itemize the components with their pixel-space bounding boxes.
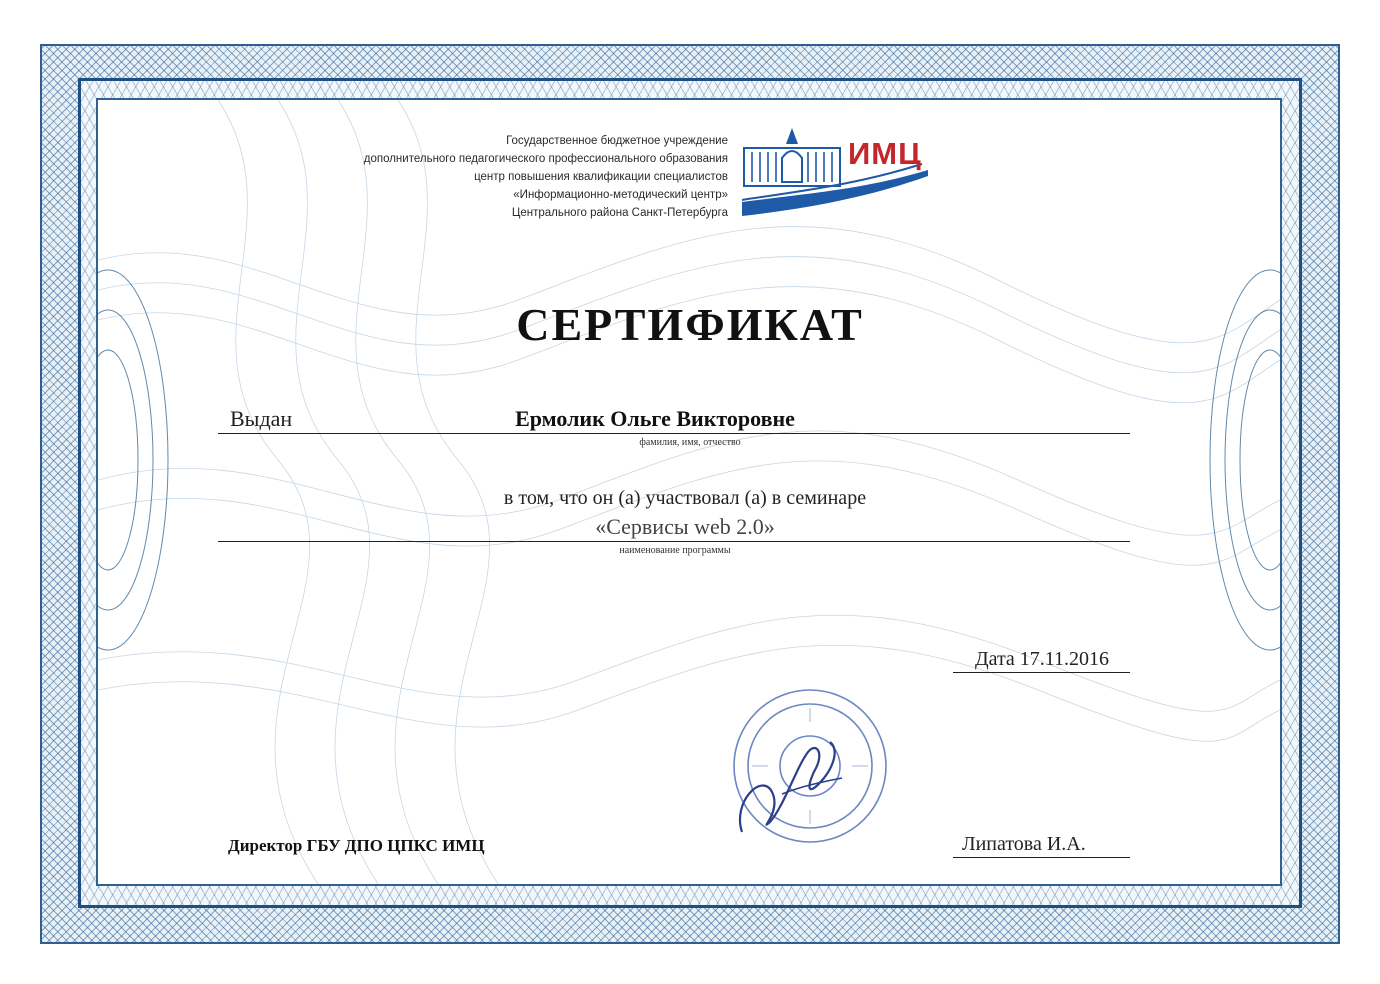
imc-logo-text: ИМЦ bbox=[848, 136, 922, 171]
institution-line: Государственное бюджетное учреждение bbox=[506, 135, 728, 147]
institution-line: «Информационно-методический центр» bbox=[513, 189, 728, 201]
issued-label: Выдан bbox=[230, 406, 293, 431]
program-name: «Сервисы web 2.0» bbox=[595, 514, 775, 539]
institution-line: дополнительного педагогического профессионального образования bbox=[363, 153, 728, 165]
director-name-underline bbox=[953, 857, 1130, 858]
name-caption: фамилия, имя, отчество bbox=[639, 437, 741, 448]
institution-name bbox=[280, 132, 728, 222]
official-stamp-seal bbox=[712, 682, 892, 852]
director-title: Директор ГБУ ДПО ЦПКС ИМЦ bbox=[228, 836, 485, 855]
institution-line: центр повышения квалификации специалистов bbox=[474, 171, 728, 183]
director-name: Липатова И.А. bbox=[962, 833, 1086, 855]
recipient-name: Ермолик Ольге Викторовне bbox=[515, 406, 795, 431]
participation-statement: в том, что он (а) участвовал (а) в семинаре bbox=[503, 487, 867, 509]
date-underline bbox=[953, 672, 1130, 673]
institution-line: Центрального района Санкт-Петербурга bbox=[511, 207, 728, 219]
program-caption: наименование программы bbox=[619, 545, 731, 556]
certificate-title: СЕРТИФИКАТ bbox=[516, 299, 864, 350]
program-underline bbox=[218, 541, 1130, 542]
issue-date: Дата 17.11.2016 bbox=[974, 648, 1110, 670]
recipient-underline bbox=[218, 433, 1130, 434]
